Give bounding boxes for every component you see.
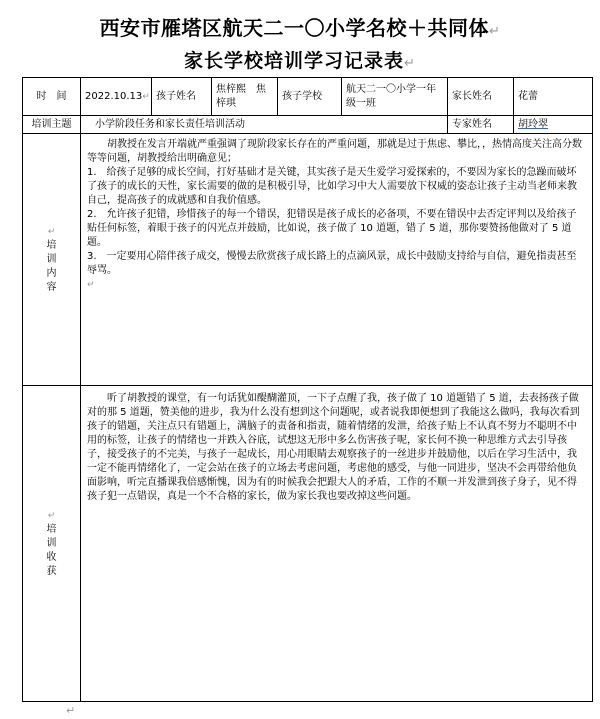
- parent-value-cell: 花蕾: [514, 78, 593, 116]
- content-label-cell: ↵ 培 训 内 容: [23, 134, 81, 386]
- expert-label-cell: 专家姓名: [448, 116, 514, 134]
- paragraph-mark: ↵: [87, 280, 95, 290]
- expert-value-cell: 胡玲翠: [514, 116, 593, 134]
- theme-value-cell: 小学阶段任务和家长责任培训活动: [81, 116, 448, 134]
- paragraph-mark: ↵: [66, 704, 76, 717]
- content-point-3: 3. 一定要用心陪伴孩子成交，慢慢去欣赏孩子成长路上的点滴风景，成长中鼓励支持给与自信，避免指责甚至辱骂。: [87, 251, 577, 276]
- document-title-line1: [0, 12, 600, 41]
- title-line1-text: 西安市雁塔区航天二一〇小学名校＋共同体: [99, 16, 490, 40]
- time-value-cell: 2022.10.13↵: [81, 78, 152, 116]
- content-row: [23, 134, 593, 386]
- time-label-cell: 时 间: [23, 78, 81, 116]
- info-row: [23, 78, 593, 116]
- content-point-2: 2. 允许孩子犯错，珍惜孩子的每一个错误，犯错误是孩子成长的必备项，不要在错误中去否定评判以及给孩子贴任何标签，着眼于孩子的闪光点并鼓励，比如说，孩子做了 10 道题，错了 5 道，那你要赞扬他做对了 5 道题。: [87, 209, 577, 248]
- content-text-cell: [81, 134, 593, 386]
- content-intro: 胡教授在发言开端就严重强调了现阶段家长存在的严重问题，那就是过于焦虑、攀比，，热情高度关注高分数等等问题，胡教授给出明确意见；: [87, 139, 582, 164]
- harvest-label-cell: ↵ 培 训 收 获: [23, 386, 81, 702]
- child-name-value-cell: 焦梓熙 焦梓琪: [212, 78, 278, 116]
- harvest-text-cell: [81, 386, 593, 702]
- harvest-row: [23, 386, 593, 702]
- harvest-paragraph: 听了胡教授的课堂，有一句话犹如醍醐灌顶，一下子点醒了我，孩子做了 10 道题错了 5 道，去表扬孩子做对的那 5 道题，赞美他的进步，我为什么没有想到这个问题呢，或者说我即便想到了我能这么做吗，我每次看到孩子的错题，关注点只有错题上，满脑子的责备和指责，随着情绪的发泄，给孩子贴上不认真不努力不聪明不中用的标签，让孩子的情绪也一并跌入谷底，试想这无形中多么伤害孩子呢，家长何不换一种思维方式去引导孩子，接受孩子的不完美，与孩子一起成长，用心用眼睛去观察孩子的一丝进步并鼓励他，以后在学习生活中，我一定不能再情绪化了，一定会站在孩子的立场去考虑问题，考虑他的感受，与他一同进步，坚决不会再带给他负面影响，听完直播课我倍感惭愧，因为有的时候我会把跟大人的矛盾，工作的不顺一并发泄到孩子身子，见不得孩子犯一点错误，真是一个不合格的家长，做为家长我也要改掉这些问题。: [87, 393, 580, 502]
- child-name-label-cell: 孩子姓名: [152, 78, 212, 116]
- paragraph-mark: ↵: [404, 56, 416, 71]
- theme-row: [23, 116, 593, 134]
- theme-label-cell: 培训主题: [23, 116, 81, 134]
- title-line2-text: 家长学校培训学习记录表: [184, 50, 405, 72]
- school-value-cell: 航天二一〇小学一年级一班: [342, 78, 448, 116]
- record-table: [22, 77, 593, 702]
- document-title-line2: [0, 46, 600, 73]
- content-point-1: 1. 给孩子足够的成长空间，打好基础才是关键，其实孩子是天生爱学习爱探索的，不要因为家长的急躁而破坏了孩子的成长的天性，家长需要的做的是积极引导，比如学习中大人需要放下权威的姿态让孩子主动当老师来教自己，提高孩子的成就感和自我价值感。: [87, 167, 577, 206]
- paragraph-mark: ↵: [489, 24, 501, 39]
- parent-label-cell: 家长姓名: [448, 78, 514, 116]
- school-label-cell: 孩子学校: [278, 78, 342, 116]
